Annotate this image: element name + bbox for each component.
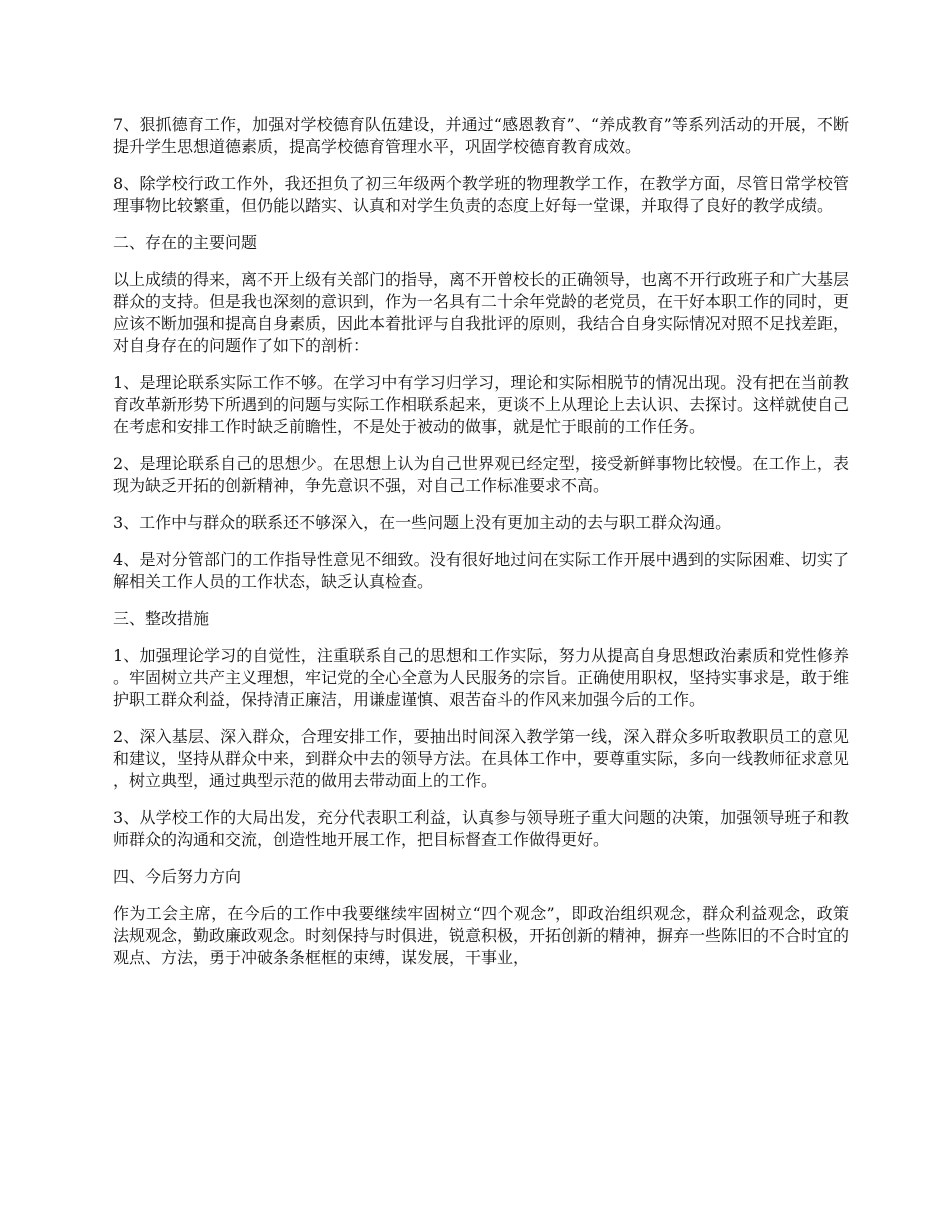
section-heading-measures: 三、整改措施 (113, 609, 210, 628)
paragraph-measure-3: 3、从学校工作的大局出发，充分代表职工利益，认真参与领导班子重大问题的决策，加强领导班子和教师群众的沟通和交流，创造性地开展工作，把目标督查工作做得更好。 (113, 808, 849, 849)
paragraph-problem-4: 4、是对分管部门的工作指导性意见不细致。没有很好地过问在实际工作开展中遇到的实际困难、切实了解相关工作人员的工作状态，缺乏认真检查。 (113, 550, 849, 591)
paragraph-item-7: 7、狠抓德育工作，加强对学校德育队伍建设，并通过“感恩教育”、“养成教育”等系列活动的开展，不断提升学生思想道德素质，提高学校德育管理水平，巩固学校德育教育成效。 (113, 115, 849, 156)
paragraph-measure-1: 1、加强理论学习的自觉性，注重联系自己的思想和工作实际，努力从提高自身思想政治素质和党性修养。牢固树立共产主义理想，牢记党的全心全意为人民服务的宗旨。正确使用职权，坚持实事求是，敢于维护职工群众利益，保持清正廉洁，用谦虚谨慎、艰苦奋斗的作风来加强今后的工作。 (113, 646, 850, 709)
paragraph-item-8: 8、除学校行政工作外，我还担负了初三年级两个教学班的物理教学工作，在教学方面，尽管日常学校管理事物比较繁重，但仍能以踏实、认真和对学生负责的态度上好每一堂课，并取得了良好的教学成绩。 (113, 174, 849, 215)
paragraph-problem-3: 3、工作中与群众的联系还不够深入，在一些问题上没有更加主动的去与职工群众沟通。 (113, 513, 732, 532)
paragraph-measure-2: 2、深入基层、深入群众，合理安排工作，要抽出时间深入教学第一线，深入群众多听取教职员工的意见和建议，坚持从群众中来，到群众中去的领导方法。在具体工作中，要尊重实际，多向一线教师征求意见，树立典型，通过典型示范的做用去带动面上的工作。 (113, 727, 850, 790)
paragraph-problems-intro: 以上成绩的得来，离不开上级有关部门的指导，离不开曾校长的正确领导，也离不开行政班子和广大基层群众的支持。但是我也深刻的意识到，作为一名具有二十余年党龄的老党员，在干好本职工作的同时，更应该不断加强和提高自身素质，因此本着批评与自我批评的原则，我结合自身实际情况对照不足找差距，对自身存在的问题作了如下的剖析： (113, 270, 850, 355)
section-heading-problems: 二、存在的主要问题 (113, 233, 258, 252)
paragraph-problem-1: 1、是理论联系实际工作不够。在学习中有学习归学习，理论和实际相脱节的情况出现。没有把在当前教育改革新形势下所遇到的问题与实际工作相联系起来，更谈不上从理论上去认识、去探讨。这样就使自己在考虑和安排工作时缺乏前瞻性，不是处于被动的做事，就是忙于眼前的工作任务。 (113, 373, 850, 436)
section-heading-direction: 四、今后努力方向 (113, 867, 242, 886)
document-page (113, 114, 849, 984)
paragraph-direction: 作为工会主席，在今后的工作中我要继续牢固树立“四个观念”，即政治组织观念，群众利益观念，政策法规观念，勤政廉政观念。时刻保持与时俱进，锐意积极，开拓创新的精神，摒弃一些陈旧的不合时宜的观点、方法，勇于冲破条条框框的束缚，谋发展，干事业， (113, 904, 850, 967)
paragraph-problem-2: 2、是理论联系自己的思想少。在思想上认为自己世界观已经定型，接受新鲜事物比较慢。在工作上，表现为缺乏开拓的创新精神，争先意识不强，对自己工作标准要求不高。 (113, 454, 849, 495)
